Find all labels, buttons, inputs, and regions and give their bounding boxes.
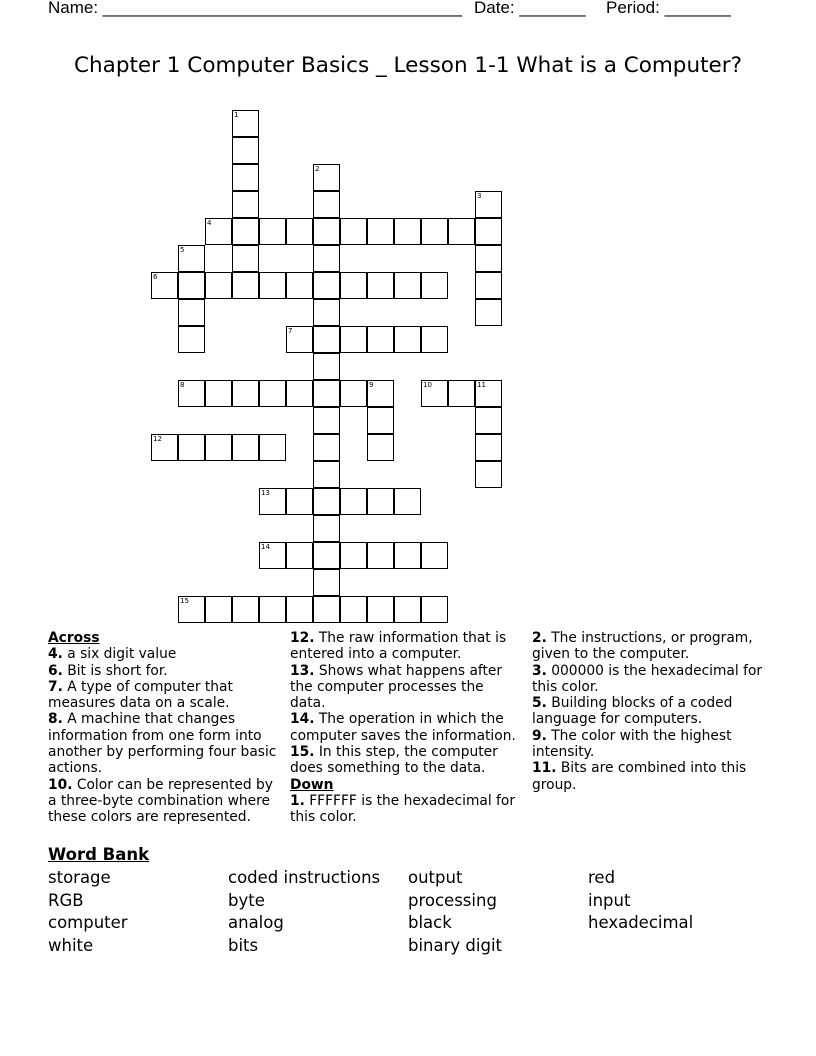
crossword-cell[interactable] xyxy=(367,542,394,569)
clue-number-label: 8 xyxy=(180,381,185,389)
crossword-cell[interactable] xyxy=(475,380,502,407)
clue-across-14: 14. The operation in which the computer saves the information. xyxy=(290,711,516,744)
crossword-cell[interactable] xyxy=(421,596,448,623)
crossword-cell[interactable] xyxy=(313,542,340,569)
crossword-cell[interactable] xyxy=(475,407,502,434)
clue-number-label: 6 xyxy=(153,273,158,281)
crossword-cell[interactable] xyxy=(313,569,340,596)
crossword-cell[interactable] xyxy=(259,434,286,461)
word-bank-item: output xyxy=(408,868,463,887)
crossword-cell[interactable] xyxy=(475,272,502,299)
crossword-cell[interactable] xyxy=(151,272,178,299)
crossword-cell[interactable] xyxy=(205,218,232,245)
crossword-cell[interactable] xyxy=(232,245,259,272)
clue-across-8: 8. A machine that changes information from one form into another by performing four basic actions. xyxy=(48,711,277,777)
crossword-cell[interactable] xyxy=(232,137,259,164)
clue-number-label: 12 xyxy=(153,435,162,443)
page-title: Chapter 1 Computer Basics _ Lesson 1-1 What is a Computer? xyxy=(74,53,742,78)
clue-number-label: 5 xyxy=(180,246,185,254)
crossword-cell[interactable] xyxy=(340,326,367,353)
crossword-cell[interactable] xyxy=(475,245,502,272)
crossword-cell[interactable] xyxy=(313,326,340,353)
crossword-cell[interactable] xyxy=(394,542,421,569)
clue-number-label: 10 xyxy=(423,381,432,389)
crossword-cell[interactable] xyxy=(340,218,367,245)
crossword-cell[interactable] xyxy=(313,488,340,515)
crossword-cell[interactable] xyxy=(178,380,205,407)
crossword-cell[interactable] xyxy=(259,542,286,569)
clue-across-13: 13. Shows what happens after the computer processes the data. xyxy=(290,662,503,712)
crossword-cell[interactable] xyxy=(475,461,502,488)
crossword-cell[interactable] xyxy=(178,245,205,272)
clue-across-10: 10. Color can be represented by a three-byte combination where these colors are represented. xyxy=(48,776,273,826)
crossword-cell[interactable] xyxy=(421,380,448,407)
crossword-cell[interactable] xyxy=(259,272,286,299)
crossword-cell[interactable] xyxy=(259,488,286,515)
crossword-cell[interactable] xyxy=(232,191,259,218)
clue-number-label: 1 xyxy=(234,111,239,119)
clue-down-1: 1. FFFFFF is the hexadecimal for this color. xyxy=(290,792,516,826)
crossword-cell[interactable] xyxy=(286,326,313,353)
crossword-cell[interactable] xyxy=(232,218,259,245)
word-bank-item: storage xyxy=(48,868,111,887)
crossword-cell[interactable] xyxy=(259,596,286,623)
clue-number-label: 3 xyxy=(477,192,482,200)
crossword-cell[interactable] xyxy=(421,218,448,245)
crossword-cell[interactable] xyxy=(367,488,394,515)
crossword-cell[interactable] xyxy=(340,380,367,407)
crossword-cell[interactable] xyxy=(448,218,475,245)
crossword-cell[interactable] xyxy=(394,488,421,515)
word-bank-item: analog xyxy=(228,913,284,933)
crossword-cell[interactable] xyxy=(367,326,394,353)
word-bank-item: byte xyxy=(228,890,265,910)
crossword-cell[interactable] xyxy=(475,218,502,245)
clue-number-label: 2 xyxy=(315,165,320,173)
crossword-cell[interactable] xyxy=(286,272,313,299)
crossword-cell[interactable] xyxy=(394,326,421,353)
crossword-cell[interactable] xyxy=(205,380,232,407)
word-bank-item: computer xyxy=(48,913,128,933)
crossword-cell[interactable] xyxy=(475,191,502,218)
clue-number-label: 13 xyxy=(261,489,270,497)
word-bank-item: processing xyxy=(408,890,497,910)
crossword-cell[interactable] xyxy=(313,380,340,407)
crossword-cell[interactable] xyxy=(178,326,205,353)
clue-number-label: 14 xyxy=(261,543,270,551)
period-field-label: Period: _______ xyxy=(606,0,731,17)
clue-number-label: 9 xyxy=(369,381,374,389)
crossword-cell[interactable] xyxy=(205,434,232,461)
crossword-cell[interactable] xyxy=(313,461,340,488)
crossword-cell[interactable] xyxy=(367,407,394,434)
crossword-cell[interactable] xyxy=(286,380,313,407)
date-field-label: Date: _______ xyxy=(474,0,586,17)
clue-down-9: 9. The color with the highest intensity. xyxy=(532,727,732,761)
crossword-cell[interactable] xyxy=(286,542,313,569)
word-bank-item: input xyxy=(588,890,631,910)
crossword-cell[interactable] xyxy=(178,299,205,326)
crossword-cell[interactable] xyxy=(475,434,502,461)
word-bank-item: coded instructions xyxy=(228,868,381,887)
crossword-cell[interactable] xyxy=(367,272,394,299)
crossword-cell[interactable] xyxy=(313,299,340,326)
crossword-cell[interactable] xyxy=(421,326,448,353)
crossword-cell[interactable] xyxy=(394,218,421,245)
crossword-cell[interactable] xyxy=(259,380,286,407)
crossword-cell[interactable] xyxy=(232,110,259,137)
clue-across-15: 15. In this step, the computer does something to the data. xyxy=(290,744,498,777)
crossword-cell[interactable] xyxy=(286,218,313,245)
down-heading: Down xyxy=(290,776,334,793)
crossword-cell[interactable] xyxy=(340,272,367,299)
crossword-cell[interactable] xyxy=(232,164,259,191)
crossword-cell[interactable] xyxy=(394,596,421,623)
crossword-cell[interactable] xyxy=(232,380,259,407)
clues-column-3 xyxy=(532,630,772,793)
word-bank-item: bits xyxy=(228,936,259,956)
across-heading: Across xyxy=(48,630,100,646)
word-bank-item: red xyxy=(588,868,616,887)
crossword-cell[interactable] xyxy=(367,218,394,245)
crossword-cell[interactable] xyxy=(313,596,340,623)
word-bank-item: white xyxy=(48,936,94,956)
crossword-cell[interactable] xyxy=(367,380,394,407)
crossword-cell[interactable] xyxy=(232,434,259,461)
crossword-cell[interactable] xyxy=(151,434,178,461)
crossword-cell[interactable] xyxy=(286,488,313,515)
word-bank-item: hexadecimal xyxy=(588,913,694,933)
crossword-cell[interactable] xyxy=(313,164,340,191)
crossword-cell[interactable] xyxy=(367,596,394,623)
crossword-cell[interactable] xyxy=(313,434,340,461)
crossword-cell[interactable] xyxy=(313,245,340,272)
crossword-cell[interactable] xyxy=(421,542,448,569)
crossword-cell[interactable] xyxy=(313,191,340,218)
crossword-cell[interactable] xyxy=(286,596,313,623)
clue-down-11: 11. Bits are combined into this group. xyxy=(532,760,747,793)
crossword-cell[interactable] xyxy=(178,272,205,299)
crossword-cell[interactable] xyxy=(205,272,232,299)
clue-down-5: 5. Building blocks of a coded language for computers. xyxy=(532,695,733,728)
crossword-cell[interactable] xyxy=(340,488,367,515)
crossword-cell[interactable] xyxy=(367,434,394,461)
clue-number-label: 11 xyxy=(477,381,486,389)
clue-number-label: 7 xyxy=(288,327,293,335)
crossword-cell[interactable] xyxy=(232,272,259,299)
clue-number-label: 15 xyxy=(180,597,189,605)
word-bank-title: Word Bank xyxy=(48,845,150,864)
clue-across-12: 12. The raw information that is entered into a computer. xyxy=(290,630,507,663)
word-bank-item: black xyxy=(408,913,452,933)
clue-number-label: 4 xyxy=(207,219,212,227)
crossword-cell[interactable] xyxy=(313,353,340,380)
clue-across-4: 4. a six digit value xyxy=(48,646,177,663)
crossword-cell[interactable] xyxy=(178,596,205,623)
clue-down-2: 2. The instructions, or program, given to the computer. xyxy=(532,630,753,663)
crossword-cell[interactable] xyxy=(313,407,340,434)
word-bank-item: RGB xyxy=(48,890,84,910)
clue-down-3: 3. 000000 is the hexadecimal for this color. xyxy=(532,662,763,695)
crossword-cell[interactable] xyxy=(340,542,367,569)
word-bank-item: binary digit xyxy=(408,936,503,956)
crossword-cell[interactable] xyxy=(394,272,421,299)
crossword-cell[interactable] xyxy=(313,218,340,245)
crossword-cell[interactable] xyxy=(259,218,286,245)
crossword-cell[interactable] xyxy=(421,272,448,299)
crossword-cell[interactable] xyxy=(448,380,475,407)
crossword-cell[interactable] xyxy=(313,272,340,299)
clues-column-1 xyxy=(48,630,280,826)
crossword-cell[interactable] xyxy=(232,596,259,623)
clues-column-2 xyxy=(290,630,522,826)
name-field-label: Name: ______________________________________ xyxy=(48,0,463,17)
crossword-cell[interactable] xyxy=(340,596,367,623)
crossword-cell[interactable] xyxy=(205,596,232,623)
clue-across-7: 7. A type of computer that measures data on a scale. xyxy=(48,678,233,712)
crossword-cell[interactable] xyxy=(475,299,502,326)
crossword-cell[interactable] xyxy=(178,434,205,461)
crossword-cell[interactable] xyxy=(313,515,340,542)
clue-across-6: 6. Bit is short for. xyxy=(48,662,168,679)
